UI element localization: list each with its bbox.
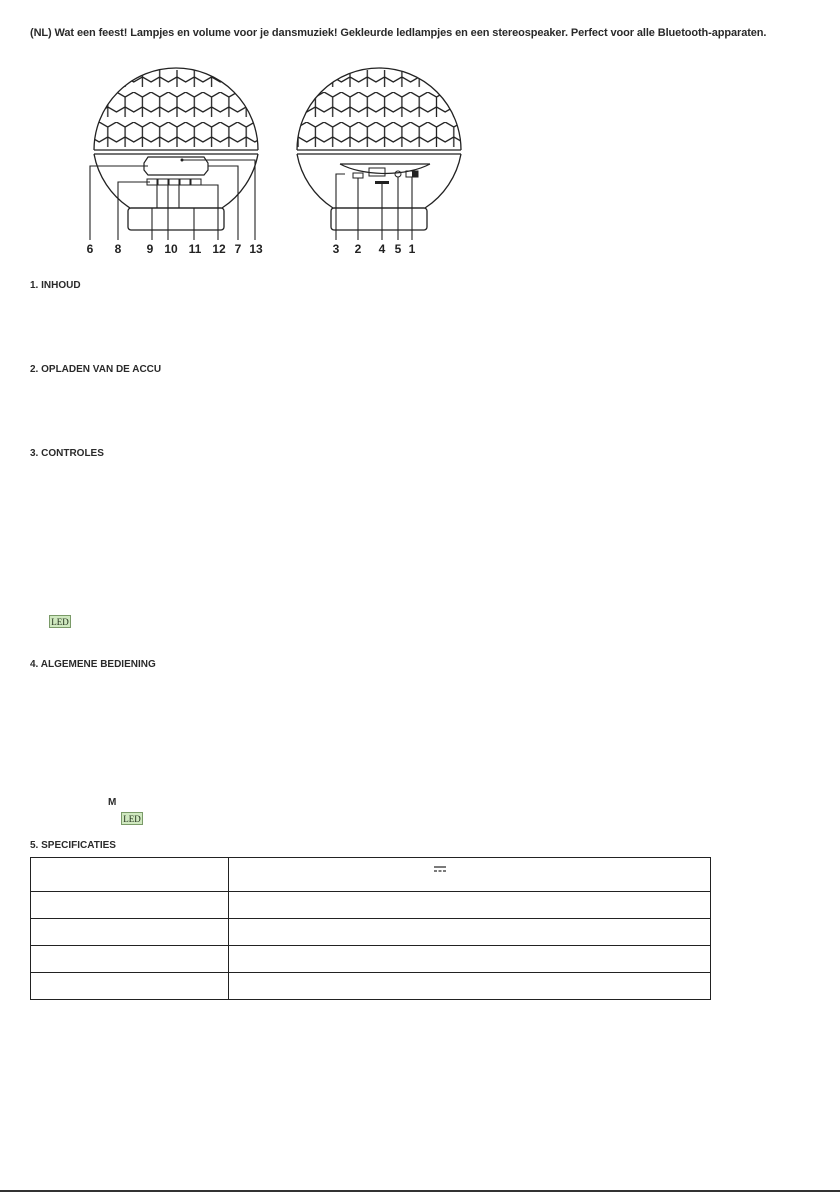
heading-controles: 3. CONTROLES (30, 448, 104, 459)
table-row (31, 973, 711, 1000)
intro-text: (NL) Wat een feest! Lampjes en volume voor je dansmuziek! Gekleurde ledlampjes en een stereospeaker. Perfect voor alle Bluetooth-apparaten. (30, 27, 767, 39)
speaker-back (297, 68, 461, 240)
dc-current-icon (434, 866, 446, 872)
label-12: 12 (212, 242, 226, 256)
label-7: 7 (234, 242, 242, 256)
heading-inhoud: 1. INHOUD (30, 280, 81, 291)
table-row (31, 858, 711, 892)
table-row (31, 892, 711, 919)
label-3: 3 (332, 242, 340, 256)
label-10: 10 (164, 242, 178, 256)
m-label: M (108, 797, 117, 808)
table-row (31, 946, 711, 973)
speaker-front (90, 68, 258, 240)
product-diagram (0, 60, 840, 260)
heading-specificaties: 5. SPECIFICATIES (30, 840, 116, 851)
label-2: 2 (354, 242, 362, 256)
led-badge: LED (49, 615, 71, 628)
label-8: 8 (114, 242, 122, 256)
label-6: 6 (86, 242, 94, 256)
label-4: 4 (378, 242, 386, 256)
spec-table (30, 857, 711, 1000)
heading-algemene-bediening: 4. ALGEMENE BEDIENING (30, 659, 156, 670)
label-5: 5 (394, 242, 402, 256)
label-9: 9 (146, 242, 154, 256)
label-11: 11 (188, 242, 202, 256)
led-badge: LED (121, 812, 143, 825)
label-1: 1 (408, 242, 416, 256)
label-13: 13 (249, 242, 263, 256)
heading-opladen: 2. OPLADEN VAN DE ACCU (30, 364, 162, 375)
table-row (31, 919, 711, 946)
